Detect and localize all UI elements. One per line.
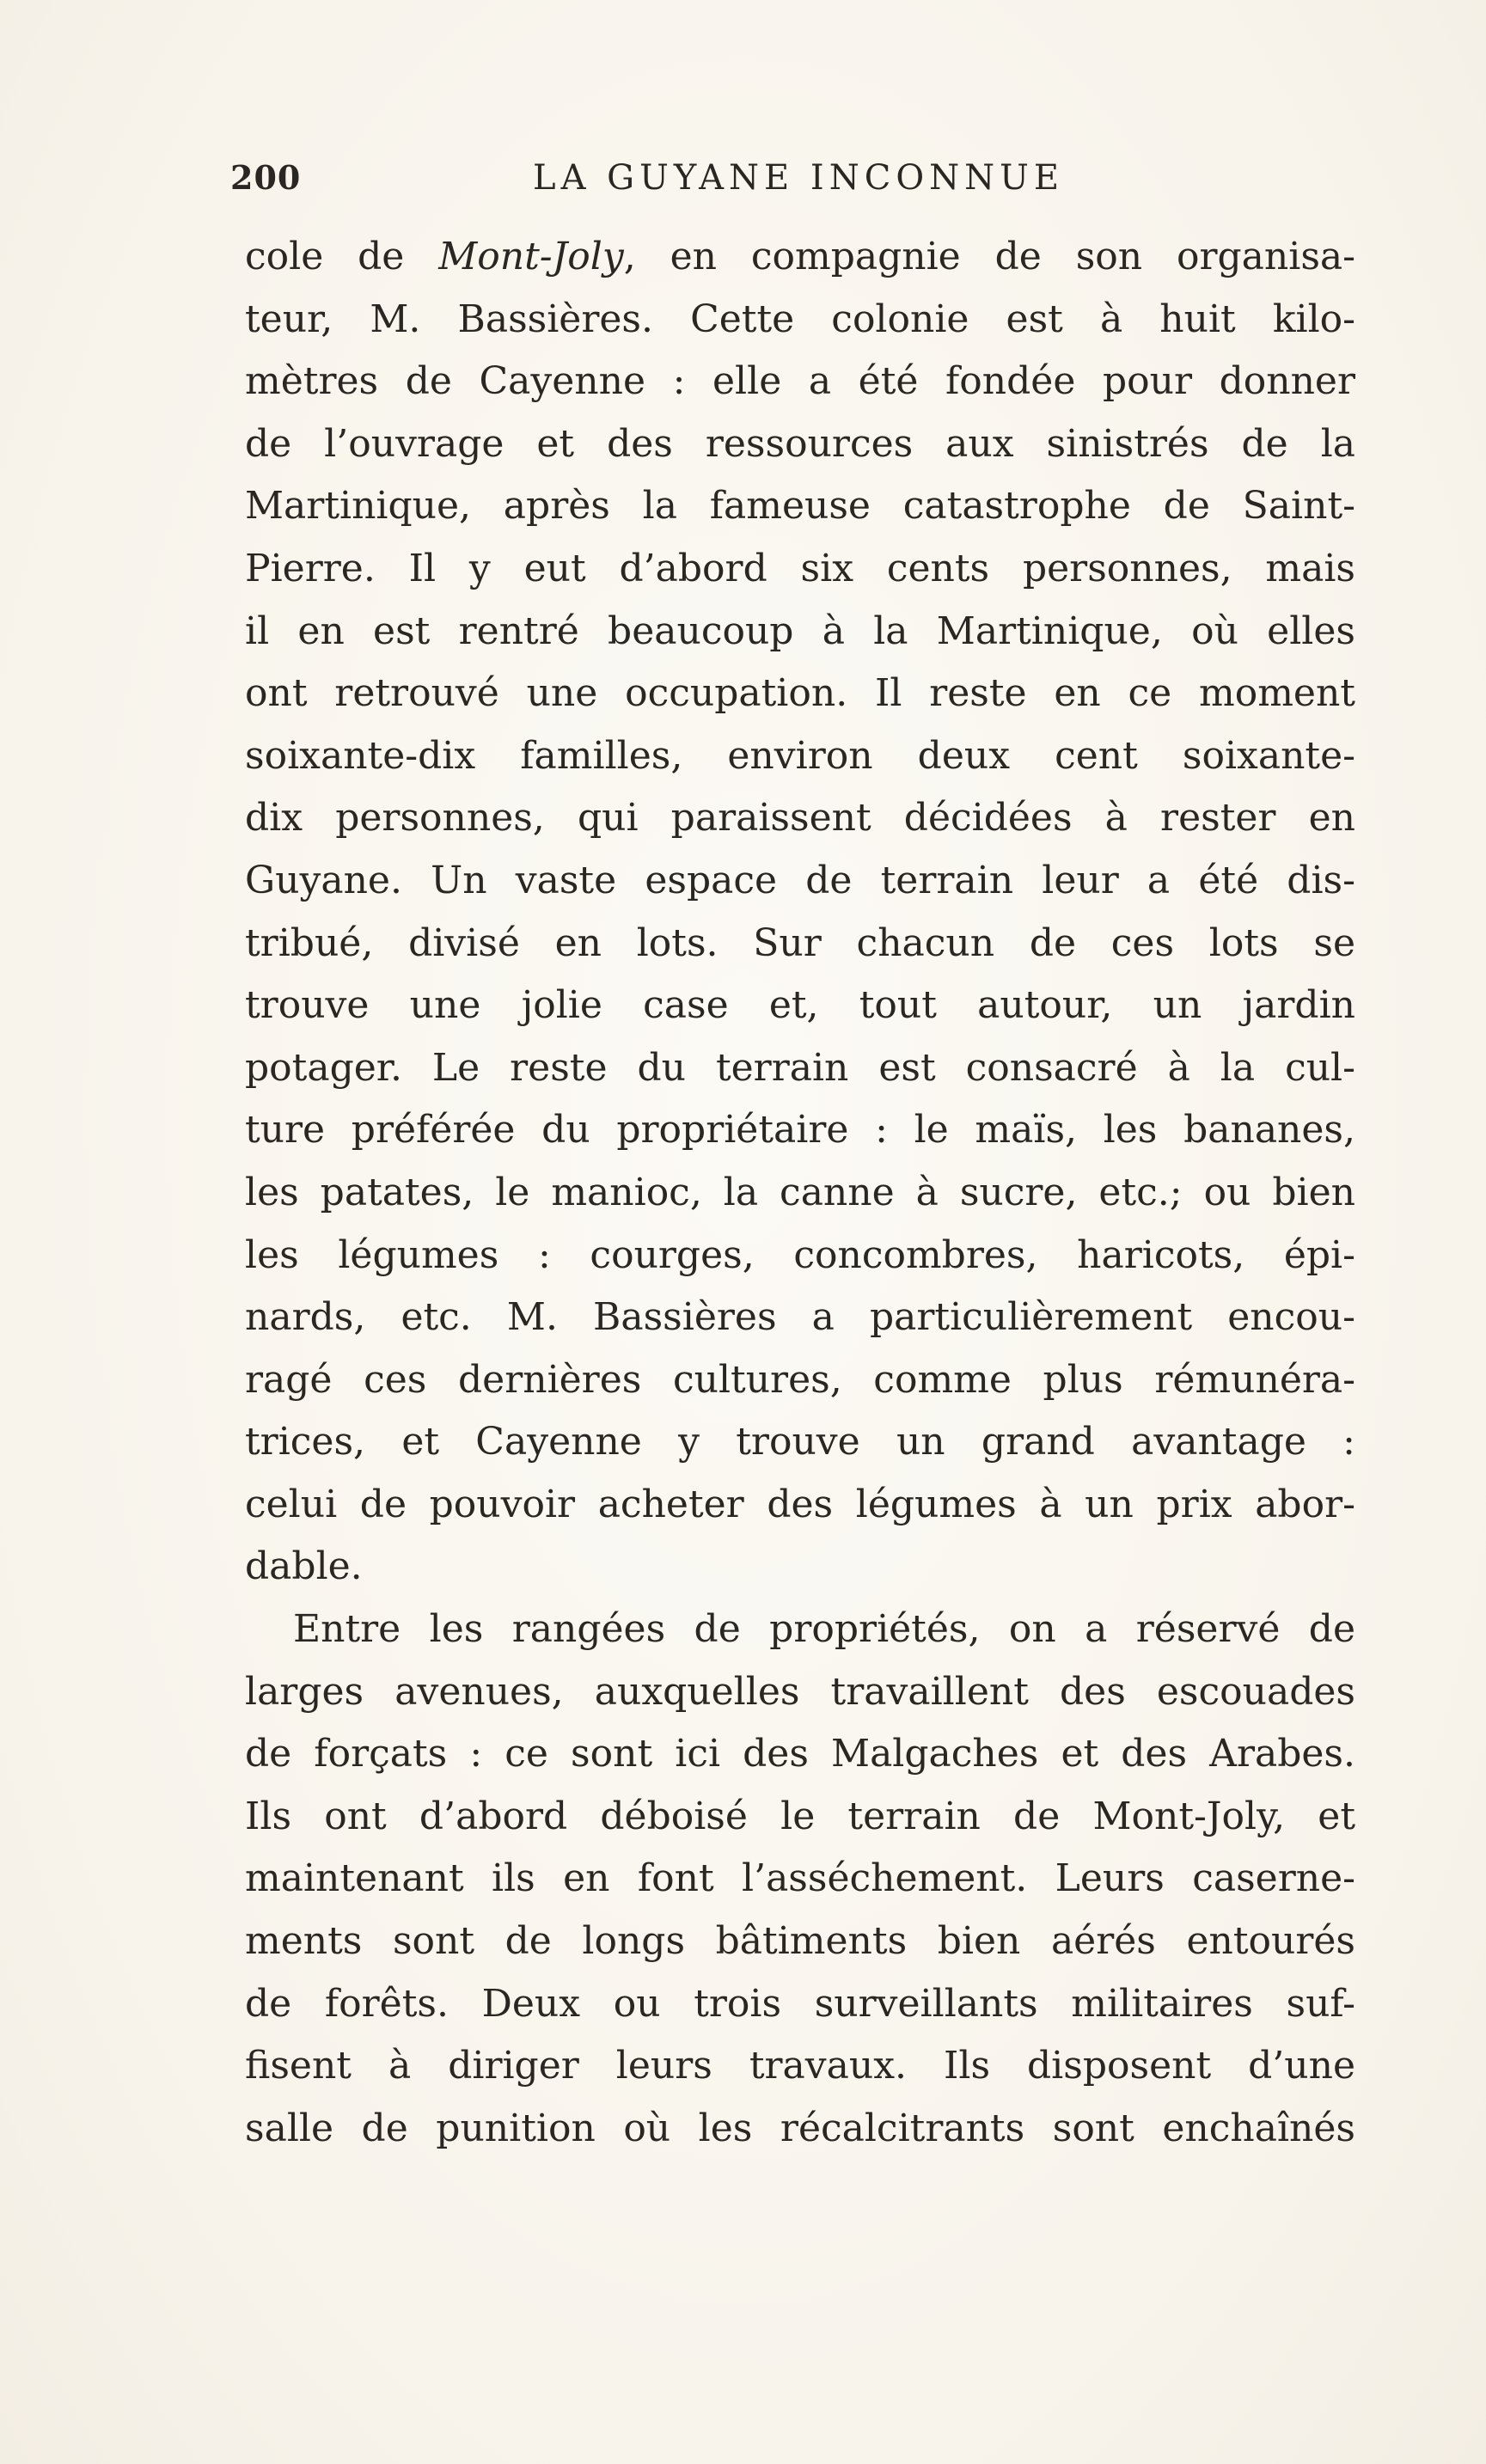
text-line: de l’ouvrage et des ressources aux sinistrés de la [245, 421, 1355, 466]
running-title: LA GUYANE INCONNUE [533, 158, 1065, 198]
text-line: ont retrouvé une occupation. Il reste en ce moment [245, 671, 1355, 716]
text-line: les patates, le manioc, la canne à sucre, etc.; ou bien [245, 1170, 1355, 1214]
text-line: Guyane. Un vaste espace de terrain leur a été dis- [245, 858, 1355, 902]
text-line: les légumes : courges, concombres, haricots, épi- [245, 1232, 1355, 1277]
text-line: Ils ont d’abord déboisé le terrain de Mont-Joly, et [245, 1794, 1355, 1838]
text-line: ture préférée du propriétaire : le maïs, les bananes, [245, 1108, 1355, 1153]
text-line: maintenant ils en font l’asséchement. Leurs caserne- [245, 1856, 1355, 1901]
text-line: cole de Mont-Joly, en compagnie de son organisa- [245, 235, 1355, 278]
text-line: teur, M. Bassières. Cette colonie est à huit kilo- [245, 297, 1355, 341]
text-line: nards, etc. M. Bassières a particulièrement encou- [245, 1295, 1355, 1340]
text-line: trouve une jolie case et, tout autour, un jardin [245, 983, 1355, 1028]
text-line: salle de punition où les récalcitrants sont enchaînés [245, 2106, 1355, 2150]
text-line: trices, et Cayenne y trouve un grand avantage : [245, 1420, 1355, 1464]
text-line: de forçats : ce sont ici des Malgaches et des Arabes. [245, 1732, 1355, 1776]
text-line: Pierre. Il y eut d’abord six cents personnes, mais [245, 546, 1355, 590]
text-line: larges avenues, auxquelles travaillent des escouades [245, 1669, 1355, 1714]
text-line: ragé ces dernières cultures, comme plus rémunéra- [245, 1357, 1355, 1402]
text-line: fisent à diriger leurs travaux. Ils disposent d’une [245, 2044, 1355, 2088]
text-line: il en est rentré beaucoup à la Martinique, où elles [245, 608, 1355, 653]
text-line: soixante-dix familles, environ deux cent soixante- [245, 733, 1355, 778]
text-line: de forêts. Deux ou trois surveillants militaires suf- [245, 1981, 1355, 2026]
text-line: potager. Le reste du terrain est consacré à la cul- [245, 1045, 1355, 1090]
body-text [245, 226, 1355, 2160]
text-line: celui de pouvoir acheter des légumes à un prix abor- [245, 1482, 1355, 1526]
text-line: ments sont de longs bâtiments bien aérés entourés [245, 1919, 1355, 1964]
page-number: 200 [230, 158, 302, 197]
text-line: dable. [245, 1544, 363, 1589]
page-header [230, 158, 1073, 206]
text-line-indented: Entre les rangées de propriétés, on a réservé de [293, 1607, 1355, 1652]
text-line: tribué, divisé en lots. Sur chacun de ces lots se [245, 920, 1355, 965]
text-line: dix personnes, qui paraissent décidées à rester en [245, 796, 1355, 841]
emphasized-place-name: Mont-Joly [438, 235, 624, 278]
text-line: Martinique, après la fameuse catastrophe de Saint- [245, 484, 1355, 529]
text-line: mètres de Cayenne : elle a été fondée pour donner [245, 359, 1355, 404]
